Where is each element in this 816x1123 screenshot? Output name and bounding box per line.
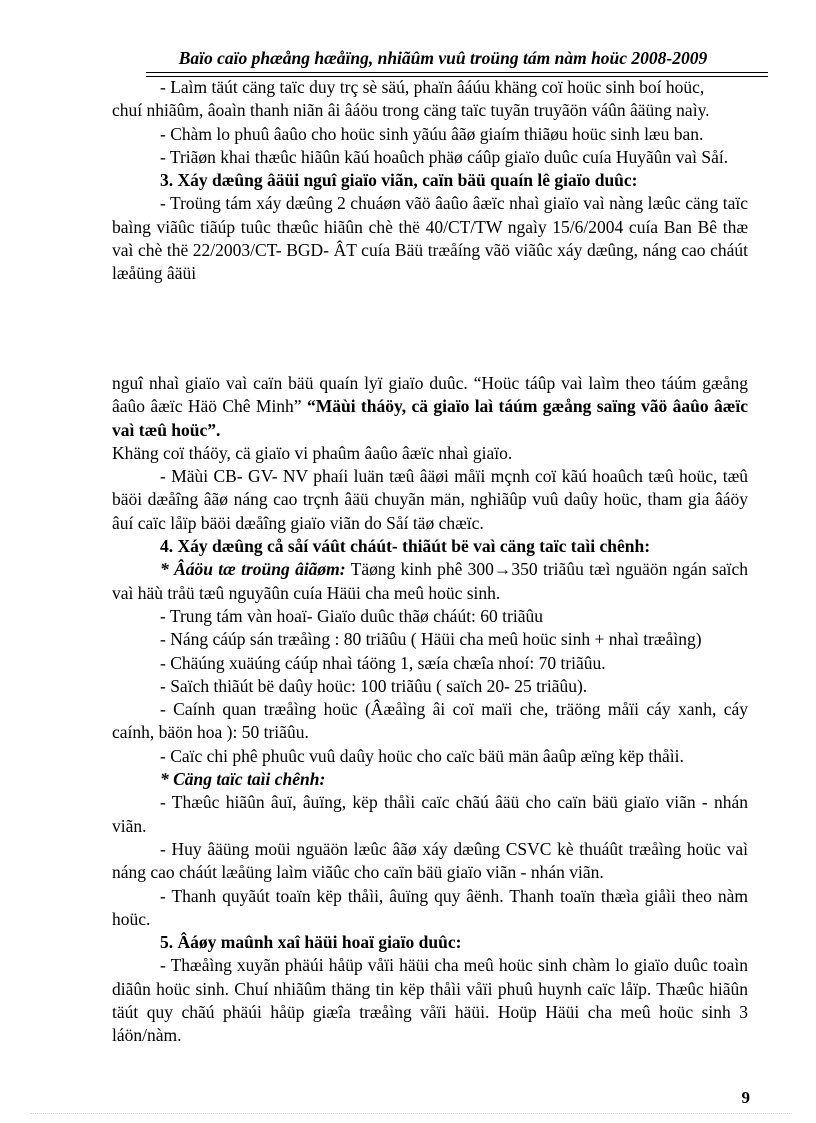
section-heading-5: 5. Âáøy maûnh xaî häüi hoaï giaïo duûc:: [160, 932, 462, 953]
text-block-upper: [112, 76, 748, 286]
page-header-title: Baïo caïo phæång hæåïng, nhiãûm vuû troüng tám nàm hoüc 2008-2009: [178, 48, 708, 68]
section-heading-4: 4. Xáy dæûng cå såí váût cháút- thiãút bë vaì cäng taïc taìi chênh:: [160, 536, 651, 557]
list-item: - Náng cáúp sán træåìng : 80 triãûu ( Häüi cha meû hoüc sinh + nhaì træåìng): [160, 629, 702, 650]
paragraph: - Troüng tám xáy dæûng 2 chuáøn vãö âaûo âæïc nhaì giaïo vaì nàng læûc cäng taïc baìng viãûc tiãúp tuûc thæûc hiãûn chè thë 40/CT/TW ngaìy 15/6/2004 cuía Ban Bê thæ vaì chè thë 22/2003/CT- BGD- ÂT cuía Bäü træåíng vãö viãûc xáy dæûng, náng cao cháút læåüng âäüi: [112, 193, 748, 284]
list-item: - Caïc chi phê phuûc vuû daûy hoüc cho caïc bäü män âaûp æïng këp thåìi.: [160, 745, 684, 766]
subheading-finance: * Cäng taïc taìi chênh:: [160, 769, 326, 790]
list-item: - Huy âäüng moüi nguäön læûc âãø xáy dæûng CSVC kè thuáût træåìng hoüc vaì náng cao cháút læåüng laìm viãûc cho caïn bäü giaïo viãn - nhán viãn.: [112, 838, 748, 883]
list-item: - Saïch thiãút bë daûy hoüc: 100 triãûu ( saïch 20- 25 triãûu).: [160, 675, 588, 696]
paragraph: - Mäùi CB- GV- NV phaíi luän tæû âäøi måïi mçnh coï kãú hoaûch tæû hoüc, tæû bäöi dæåîng âãø náng cao trçnh âäü chuyãn män, nghiãûp vuû daûy hoüc, tham gia âáöy âuí caïc låïp bäöi dæåîng giaïo viãn do Såí täø chæïc.: [112, 466, 748, 533]
list-item: - Caính quan træåìng hoüc (Âæåìng âi coï maïi che, träöng måïi cáy xanh, cáy caính, bäön hoa ): 50 triãûu.: [112, 699, 748, 743]
paragraph: [112, 768, 748, 791]
paragraph: chuí nhiãûm, âoaìn thanh niãn âi âáöu trong cäng taïc tuyãn truyãön váûn âäüng naìy.: [112, 100, 710, 121]
subheading-investment: * Âáöu tæ troüng âiãøm:: [160, 559, 346, 580]
quote-bold-text: “Mäùi tháöy, cä giaïo laì táúm gæång saïng vãö âaûo âæïc vaì tæû hoüc”.: [112, 396, 748, 440]
paragraph: [112, 372, 748, 442]
paragraph: Khäng coï tháöy, cä giaïo vi phaûm âaûo âæïc nhaì giaïo.: [112, 442, 513, 463]
page-number: 9: [741, 1088, 750, 1107]
section-heading-3: 3. Xáy dæûng âäüi nguî giaïo viãn, caïn bäü quaín lê giaïo duûc:: [160, 170, 638, 191]
footer-dotted-line: [30, 1113, 792, 1114]
paragraph: - Chàm lo phuû âaûo cho hoüc sinh yãúu âãø giaím thiãøu hoüc sinh læu ban.: [160, 123, 704, 144]
paragraph: - Laìm täút cäng taïc duy trç sè säú, phaïn âáúu khäng coï hoüc sinh boí hoüc,: [160, 77, 705, 97]
header-rule-top: [146, 72, 768, 73]
paragraph: [112, 558, 748, 605]
list-item: - Trung tám vàn hoaï- Giaïo duûc thãø cháút: 60 triãûu: [160, 605, 543, 626]
text-block-lower: [112, 372, 748, 1048]
investment-text: Täøng kinh phê 300→350 triãûu tæì nguäön ngán saïch vaì häù tråü tæû nguyãûn cuía Häüi cha meû hoüc sinh.: [112, 559, 748, 603]
paragraph: - Triãøn khai thæûc hiãûn kãú hoaûch phäø cáûp giaïo duûc cuía Huyãûn vaì Såí.: [160, 146, 729, 167]
paragraph: - Thæåìng xuyãn phäúi håüp våïi häüi cha meû hoüc sinh chàm lo giaïo duûc toaìn diãûn hoüc sinh. Chuí nhiãûm thäng tin këp thåìi våïi phuû huynh caïc låïp. Thæûc hiãûn täút quy chãú phäúi håüp giæîa træåìng våïi häüi. Hoüp Häüi cha meû hoüc sinh 3 láön/nàm.: [112, 955, 748, 1046]
list-item: - Thæûc hiãûn âuï, âuïng, këp thåìi caïc chãú âäü cho caïn bäü giaïo viãn - nhán viãn.: [112, 792, 748, 836]
list-item: - Chäúng xuäúng cáúp nhaì táöng 1, sæía chæîa nhoí: 70 triãûu.: [160, 652, 606, 673]
list-item: - Thanh quyãút toaïn këp thåìi, âuïng quy âënh. Thanh toaïn thæìa giåìi theo nàm hoüc.: [112, 885, 748, 929]
quote-text: nguî nhaì giaïo vaì caïn bäü quaín lyï giaïo duûc. “Hoüc táûp vaì laìm theo táúm gæång âaûo âæïc Häö Chê Minh”: [112, 373, 748, 417]
